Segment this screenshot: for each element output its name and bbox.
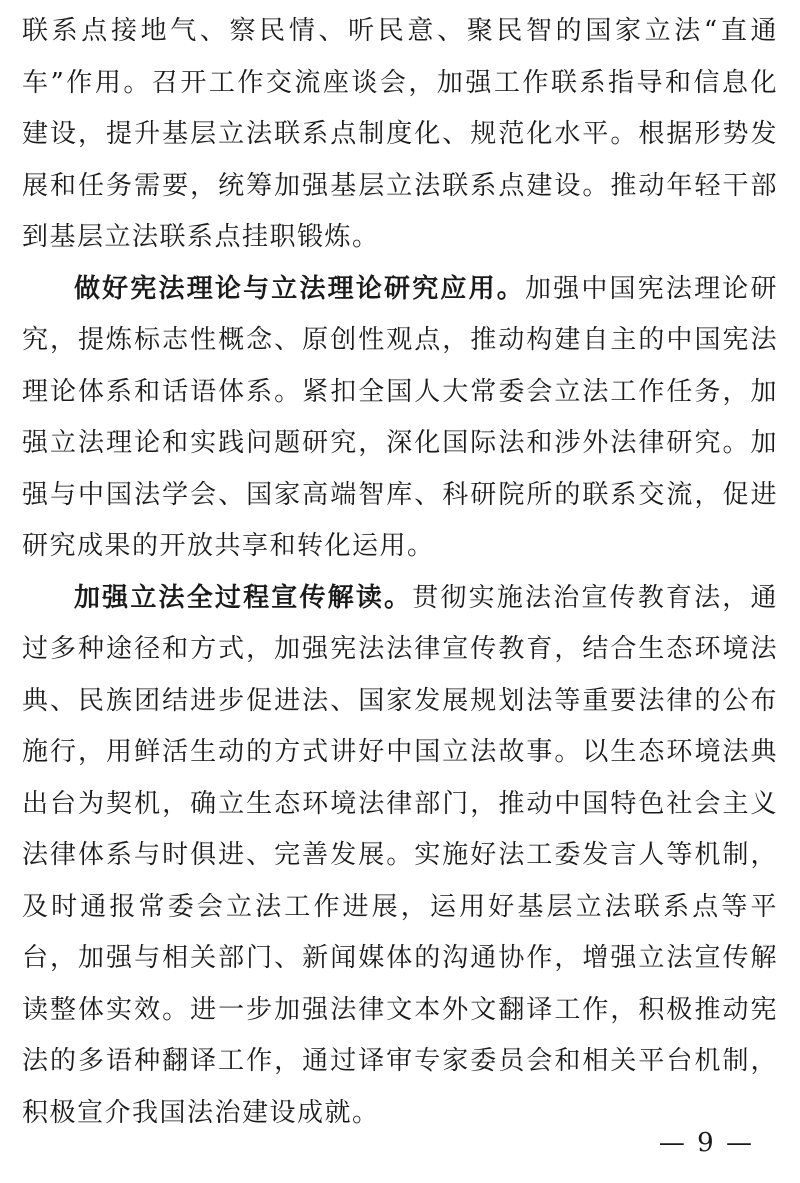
paragraph-constitutional-theory	[22, 264, 778, 573]
paragraph-text: 加强中国宪法理论研究，提炼标志性概念、原创性观点，推动构建自主的中国宪法理论体系和话语体系。紧扣全国人大常委会立法工作任务，加强立法理论和实践问题研究，深化国际法和涉外法律研究。加强与中国法学会、国家高端智库、科研院所的联系交流，促进研究成果的开放共享和转化运用。	[22, 273, 778, 561]
page-number: — 9 —	[658, 1128, 754, 1158]
paragraph-heading: 做好宪法理论与立法理论研究应用。	[74, 273, 525, 304]
paragraph-continuation	[22, 6, 778, 264]
paragraph-heading: 加强立法全过程宣传解读。	[74, 582, 413, 613]
paragraph-text: 联系点接地气、察民情、听民意、聚民智的国家立法“直通车”作用。召开工作交流座谈会，加强工作联系指导和信息化建设，提升基层立法联系点制度化、规范化水平。根据形势发展和任务需要，统筹加强基层立法联系点建设。推动年轻干部到基层立法联系点挂职锻炼。	[22, 16, 778, 252]
document-body	[22, 6, 778, 1139]
paragraph-legislative-publicity	[22, 573, 778, 1140]
paragraph-text: 贯彻实施法治宣传教育法，通过多种途径和方式，加强宪法法律宣传教育，结合生态环境法典、民族团结进步促进法、国家发展规划法等重要法律的公布施行，用鲜活生动的方式讲好中国立法故事。以生态环境法典出台为契机，确立生态环境法律部门，推动中国特色社会主义法律体系与时俱进、完善发展。实施好法工委发言人等机制，及时通报常委会立法工作进展，运用好基层立法联系点等平台，加强与相关部门、新闻媒体的沟通协作，增强立法宣传解读整体实效。进一步加强法律文本外文翻译工作，积极推动宪法的多语种翻译工作，通过译审专家委员会和相关平台机制，积极宣介我国法治建设成就。	[22, 582, 778, 1128]
